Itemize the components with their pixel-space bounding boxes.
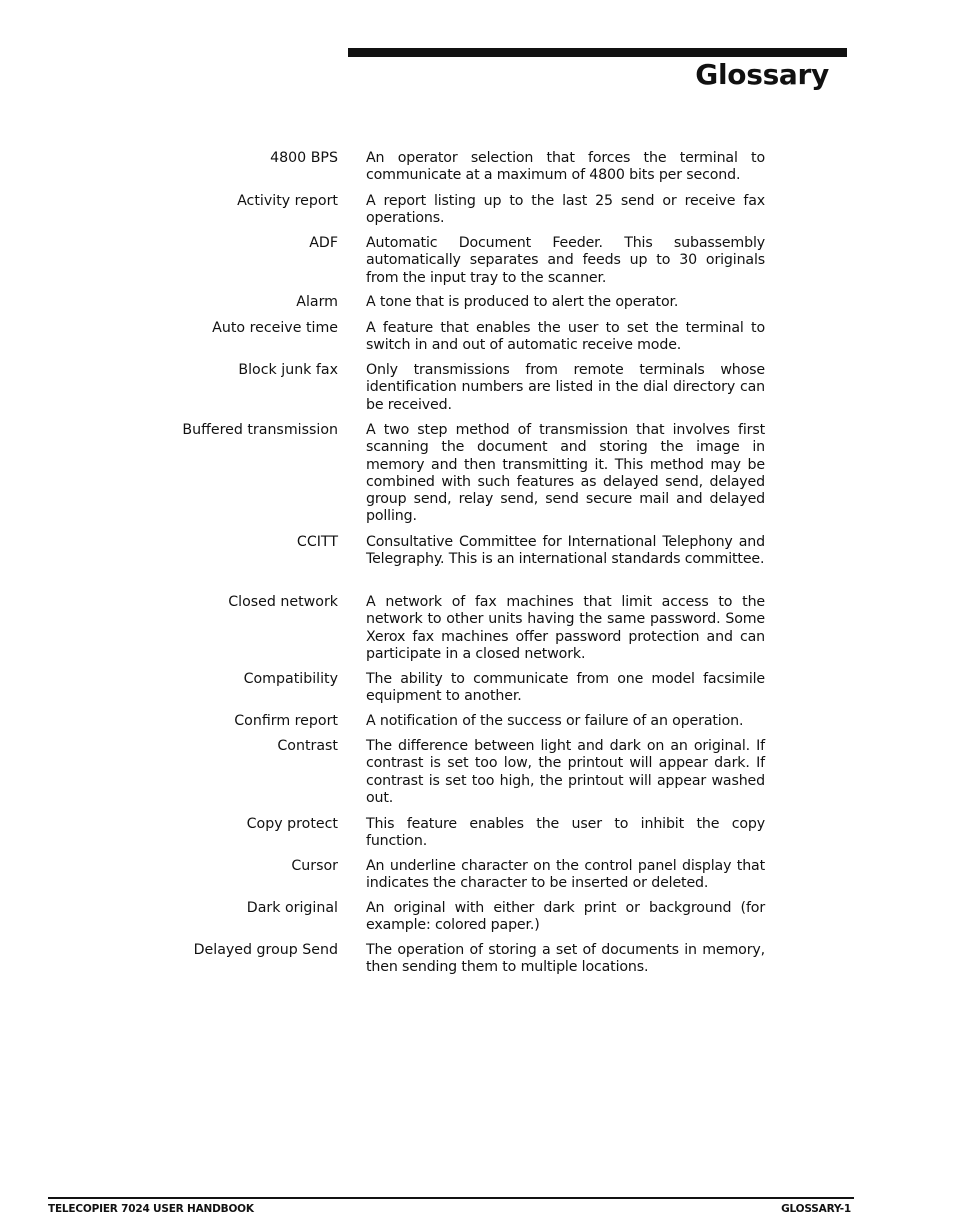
glossary-term: Cursor — [291, 858, 338, 874]
page-title: Glossary — [695, 58, 829, 91]
glossary-definition: An underline character on the control panel display that indicates the character to be inserted or deleted. — [366, 858, 765, 892]
footer-rule — [48, 1197, 854, 1199]
glossary-definition: A feature that enables the user to set the terminal to switch in and out of automatic receive mode. — [366, 320, 765, 354]
glossary-term: Closed network — [228, 594, 338, 610]
glossary-definition: Only transmissions from remote terminals whose identification numbers are listed in the dial directory can be received. — [366, 362, 765, 413]
glossary-term: Compatibility — [243, 671, 338, 687]
glossary-term: CCITT — [296, 534, 338, 550]
glossary-term: Dark original — [246, 900, 338, 916]
glossary-definition: A network of fax machines that limit access to the network to other units having the same password. Some Xerox fax machines offer password protection and can participate in a closed network. — [366, 594, 765, 662]
glossary-definition: This feature enables the user to inhibit the copy function. — [366, 816, 765, 850]
glossary-term: Block junk fax — [238, 362, 338, 378]
glossary-term: 4800 BPS — [270, 150, 338, 166]
glossary-term: Copy protect — [246, 816, 338, 832]
glossary-term: Confirm report — [234, 713, 338, 729]
glossary-definition: Consultative Committee for International Telephony and Telegraphy. This is an international standards committee. — [366, 534, 765, 568]
glossary-term: Alarm — [296, 294, 338, 310]
glossary-term: Contrast — [277, 738, 338, 754]
glossary-term: Auto receive time — [212, 320, 338, 336]
glossary-definition: A tone that is produced to alert the operator. — [366, 294, 679, 310]
glossary-definition: An operator selection that forces the terminal to communicate at a maximum of 4800 bits per second. — [366, 150, 765, 184]
glossary-definition: A notification of the success or failure of an operation. — [366, 713, 744, 729]
glossary-term: ADF — [309, 235, 338, 251]
footer-publication-title: TELECOPIER 7024 USER HANDBOOK — [48, 1203, 254, 1215]
glossary-term: Activity report — [237, 193, 338, 209]
footer-page-number: GLOSSARY-1 — [781, 1203, 851, 1215]
glossary-definition: The ability to communicate from one model facsimile equipment to another. — [366, 671, 765, 705]
glossary-term: Buffered transmission — [182, 422, 338, 438]
glossary-definition: A report listing up to the last 25 send or receive fax operations. — [366, 193, 765, 227]
glossary-definition: An original with either dark print or background (for example: colored paper.) — [366, 900, 765, 934]
glossary-definition: Automatic Document Feeder. This subassembly automatically separates and feeds up to 30 originals from the input tray to the scanner. — [366, 235, 765, 286]
header-rule — [348, 48, 847, 57]
glossary-definition: The difference between light and dark on an original. If contrast is set too low, the printout will appear dark. If contrast is set too high, the printout will appear washed out. — [366, 738, 765, 806]
glossary-definition: The operation of storing a set of documents in memory, then sending them to multiple locations. — [366, 942, 765, 976]
glossary-term: Delayed group Send — [193, 942, 338, 958]
glossary-definition: A two step method of transmission that involves first scanning the document and storing the image in memory and then transmitting it. This method may be combined with such features as delayed send, delayed group send, relay send, send secure mail and delayed polling. — [366, 422, 765, 525]
